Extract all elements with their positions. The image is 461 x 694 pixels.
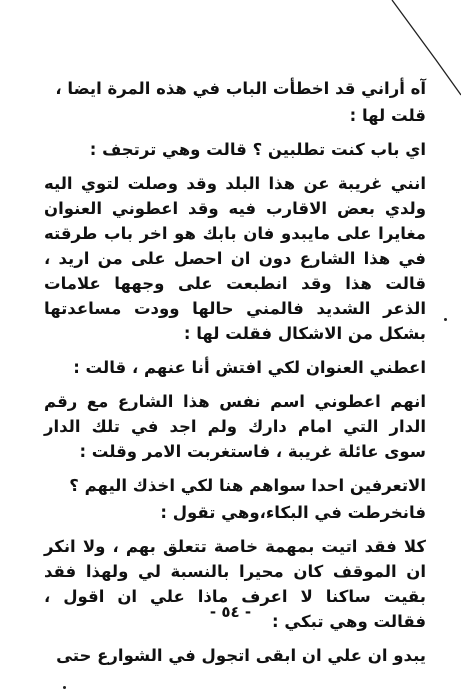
paragraph: آه أراني قد اخطأت الباب في هذه المرة ايضا ، (55, 79, 426, 98)
paragraph: اعطني العنوان لكي افتش أنا عنهم ، قالت : (73, 358, 426, 377)
paragraph: كلا فقد اتيت بمهمة خاصة تتعلق بهم ، ولا انكر ان الموقف كان محيرا بالنسبة لي ولهذا فقد بقيت ساكنا لا اعرف ماذا علي ان اقول ، فقالت وهي تبكي : (44, 537, 426, 631)
page-number: - ٥٤ - (209, 603, 252, 621)
paragraph: فانخرطت في البكاء،وهي تقول : (160, 503, 426, 522)
paragraph: الاتعرفين احدا سواهم هنا لكي اخذك اليهم ؟ (69, 476, 426, 495)
paragraph: يبدو ان علي ان ابقى اتجول في الشوارع حتى (56, 646, 426, 665)
paragraph: اي باب كنت تطلبين ؟ قالت وهي ترتجف : (89, 140, 426, 159)
paragraph: قلت لها : (349, 106, 426, 125)
paragraph: انهم اعطوني اسم نفس هذا الشارع مع رقم الدار التي امام دارك ولم اجد في تلك الدار سوى عائلة غريبة ، فاستغربت الامر وقلت : (44, 392, 426, 461)
ink-speck (444, 318, 447, 321)
book-page-text (44, 76, 426, 677)
paragraph: انني غريبة عن هذا البلد وقد وصلت لتوي اليه ولدي بعض الاقارب فيه وقد اعطوني العنوان مغايرا على مايبدو فان بابك هو اخر باب طرقته في هذا الشارع دون ان احصل على من اريد ، قالت هذا وقد انطبعت على وجهها علامات الذعر الشديد فالمني حالها وودت مساعدتها بشكل من الاشكال فقلت لها : (44, 174, 426, 343)
ink-speck (63, 686, 66, 689)
